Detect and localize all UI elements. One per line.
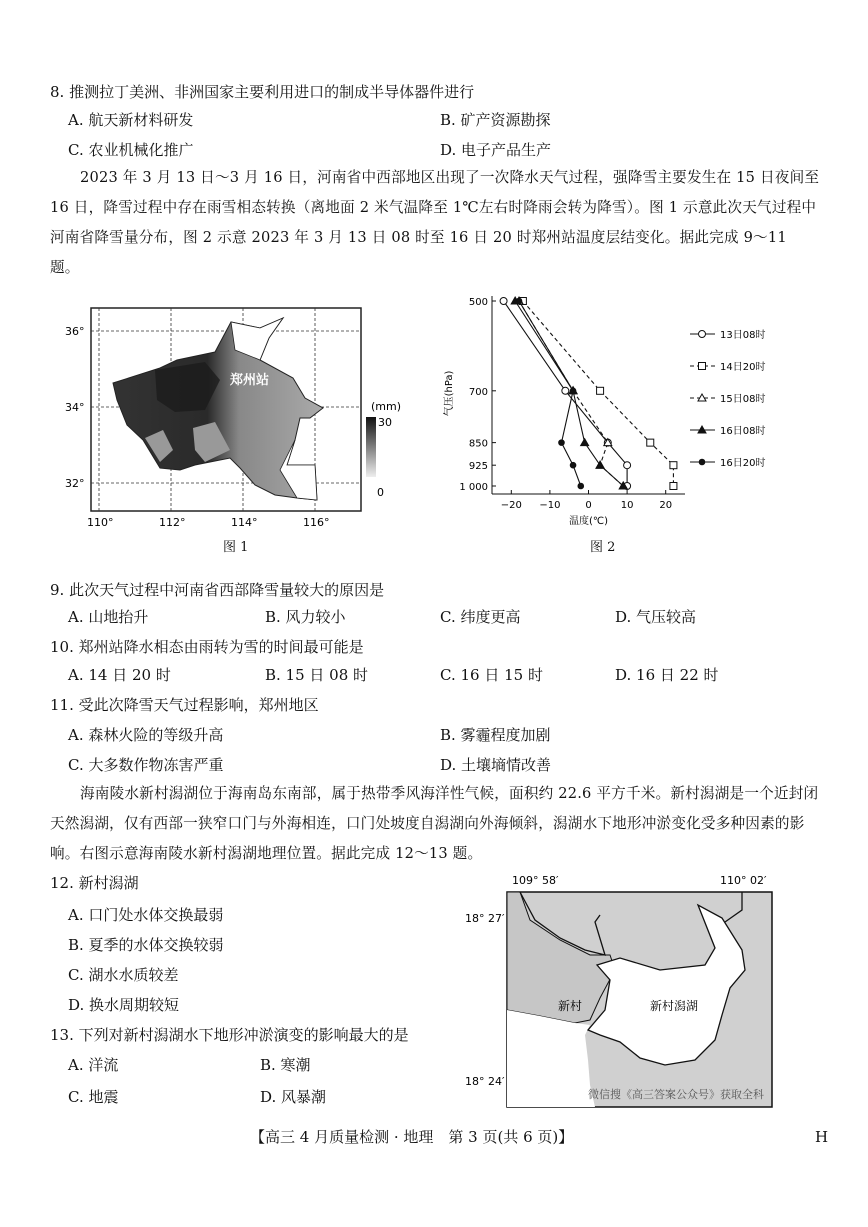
x-axis-label: 温度(℃) xyxy=(568,516,609,527)
lon-label: 110° 02′ xyxy=(720,874,767,887)
question-9-option-a: A. 山地抬升 xyxy=(68,608,149,626)
question-13-option-b: B. 寒潮 xyxy=(260,1056,311,1074)
question-13-stem: 13. 下列对新村潟湖水下地形冲淤演变的影响最大的是 xyxy=(50,1026,409,1044)
data-point xyxy=(597,387,604,394)
data-point xyxy=(516,298,522,304)
question-12-option-b: B. 夏季的水体交换较弱 xyxy=(68,936,224,954)
question-13-option-c: C. 地震 xyxy=(68,1088,119,1106)
question-8-option-d: D. 电子产品生产 xyxy=(440,141,552,159)
question-11-option-d: D. 土壤墒情改善 xyxy=(440,756,552,774)
lon-label: 112° xyxy=(159,516,186,529)
passage-9-11: 2023 年 3 月 13 日～3 月 16 日，河南省中西部地区出现了一次降水天气过程，强降雪主要发生在 15 日夜间至 16 日，降雪过程中存在雨雪相态转换（离地面 2 米气温降至 1℃左右时降雨会转为降雪）。图 1 示意此次天气过程中河南省降雪量分布，图 2 示意 2023 年 3 月 13 日 08 时至 16 日 20 时郑州站温度层结变化。据此完成 9～11 题。 xyxy=(50,169,820,276)
paper-code: H xyxy=(815,1128,829,1146)
y-tick-label: 925 xyxy=(468,461,488,473)
data-point xyxy=(570,462,576,468)
xincun-town-label: 新村 xyxy=(558,999,583,1013)
question-11-option-c: C. 大多数作物冻害严重 xyxy=(68,756,224,774)
data-point xyxy=(570,388,576,394)
question-12-stem: 12. 新村潟湖 xyxy=(50,874,139,892)
x-tick-label: −10 xyxy=(539,500,561,511)
data-point xyxy=(596,461,604,468)
legend-label: 16日20时 xyxy=(720,458,766,469)
zhengzhou-station-label: 郑州站 xyxy=(230,373,270,388)
question-13-option-a: A. 洋流 xyxy=(68,1056,119,1074)
data-point xyxy=(578,483,584,489)
figure-1-snowfall-map xyxy=(55,300,415,555)
lat-label: 18° 27′ xyxy=(465,912,505,925)
lon-label: 116° xyxy=(303,516,330,529)
question-10-option-b: B. 15 日 08 时 xyxy=(265,666,369,684)
question-10-option-d: D. 16 日 22 时 xyxy=(615,666,719,684)
question-11-option-b: B. 雾霾程度加剧 xyxy=(440,726,551,744)
passage-12-13: 海南陵水新村潟湖位于海南岛东南部，属于热带季风海洋性气候，面积约 22.6 平方千米。新村潟湖是一个近封闭天然潟湖，仅有西部一狭窄口门与外海相连，口门处坡度自潟湖向外海倾斜，潟湖水下地形冲淤变化受多种因素的影响。右图示意海南陵水新村潟湖地理位置。据此完成 12～13 题。 xyxy=(50,785,819,862)
figure-2-temperature-profile xyxy=(440,290,780,560)
data-point xyxy=(581,439,589,446)
page-footer: 【高三 4 月质量检测 · 地理 第 3 页(共 6 页)】 xyxy=(250,1128,574,1146)
figure-1-caption: 图 1 xyxy=(223,540,249,555)
legend-unit: (mm) xyxy=(371,400,402,413)
xincun-lagoon-label: 新村潟湖 xyxy=(650,999,699,1013)
y-tick-label: 500 xyxy=(468,297,488,308)
lat-label: 36° xyxy=(65,325,85,338)
data-point xyxy=(562,387,569,394)
y-axis-label: 气压(hPa) xyxy=(444,370,455,417)
question-9-stem: 9. 此次天气过程中河南省西部降雪量较大的原因是 xyxy=(50,581,385,599)
question-8-stem: 8. 推测拉丁美洲、非洲国家主要利用进口的制成半导体器件进行 xyxy=(50,83,475,101)
question-8-option-b: B. 矿产资源勘探 xyxy=(440,111,551,129)
x-tick-label: 10 xyxy=(620,500,634,511)
lat-label: 32° xyxy=(65,477,85,490)
data-point xyxy=(670,483,677,490)
question-12-option-a: A. 口门处水体交换最弱 xyxy=(68,906,224,924)
watermark-text: 微信搜《高三答案公众号》获取全科 xyxy=(588,1088,764,1101)
lon-label: 109° 58′ xyxy=(512,874,559,887)
lat-label: 34° xyxy=(65,401,85,414)
data-point xyxy=(559,440,565,446)
question-13-option-d: D. 风暴潮 xyxy=(260,1088,327,1106)
legend-label: 13日08时 xyxy=(720,330,766,341)
question-11-option-a: A. 森林火险的等级升高 xyxy=(68,726,224,744)
x-tick-label: 20 xyxy=(659,500,673,511)
question-8-option-a: A. 航天新材料研发 xyxy=(68,111,194,129)
question-11-stem: 11. 受此次降雪天气过程影响，郑州地区 xyxy=(50,696,319,714)
x-tick-label: 0 xyxy=(585,500,592,511)
y-tick-label: 850 xyxy=(468,438,488,450)
legend-label: 16日08时 xyxy=(720,426,766,437)
legend-max: 30 xyxy=(378,416,392,429)
legend-label: 15日08时 xyxy=(720,394,766,405)
legend-color-bar xyxy=(366,417,376,477)
question-10-stem: 10. 郑州站降水相态由雨转为雪的时间最可能是 xyxy=(50,638,364,656)
data-point xyxy=(699,459,705,465)
data-point xyxy=(670,462,677,469)
data-point xyxy=(647,439,654,446)
data-point xyxy=(500,298,507,305)
data-point xyxy=(624,462,631,469)
y-tick-label: 700 xyxy=(468,386,488,398)
lat-label: 18° 24′ xyxy=(465,1075,505,1088)
legend-min: 0 xyxy=(377,486,384,499)
figure-2-caption: 图 2 xyxy=(590,540,616,555)
temperature-profile-chart xyxy=(440,290,780,530)
question-12-option-d: D. 换水周期较短 xyxy=(68,996,180,1014)
question-8-option-c: C. 农业机械化推广 xyxy=(68,141,194,159)
question-9-option-d: D. 气压较高 xyxy=(615,608,697,626)
figure-lagoon-map xyxy=(460,870,790,1120)
question-9-option-b: B. 风力较小 xyxy=(265,608,346,626)
legend-label: 14日20时 xyxy=(720,362,766,373)
question-10-option-c: C. 16 日 15 时 xyxy=(440,666,543,684)
lon-label: 114° xyxy=(231,516,258,529)
y-tick-label: 1 000 xyxy=(459,482,488,493)
data-point xyxy=(699,363,706,370)
x-tick-label: −20 xyxy=(500,500,522,511)
question-9-option-c: C. 纬度更高 xyxy=(440,608,521,626)
lon-label: 110° xyxy=(87,516,114,529)
question-10-option-a: A. 14 日 20 时 xyxy=(68,666,171,684)
question-12-option-c: C. 湖水水质较差 xyxy=(68,966,179,984)
data-point xyxy=(699,331,706,338)
